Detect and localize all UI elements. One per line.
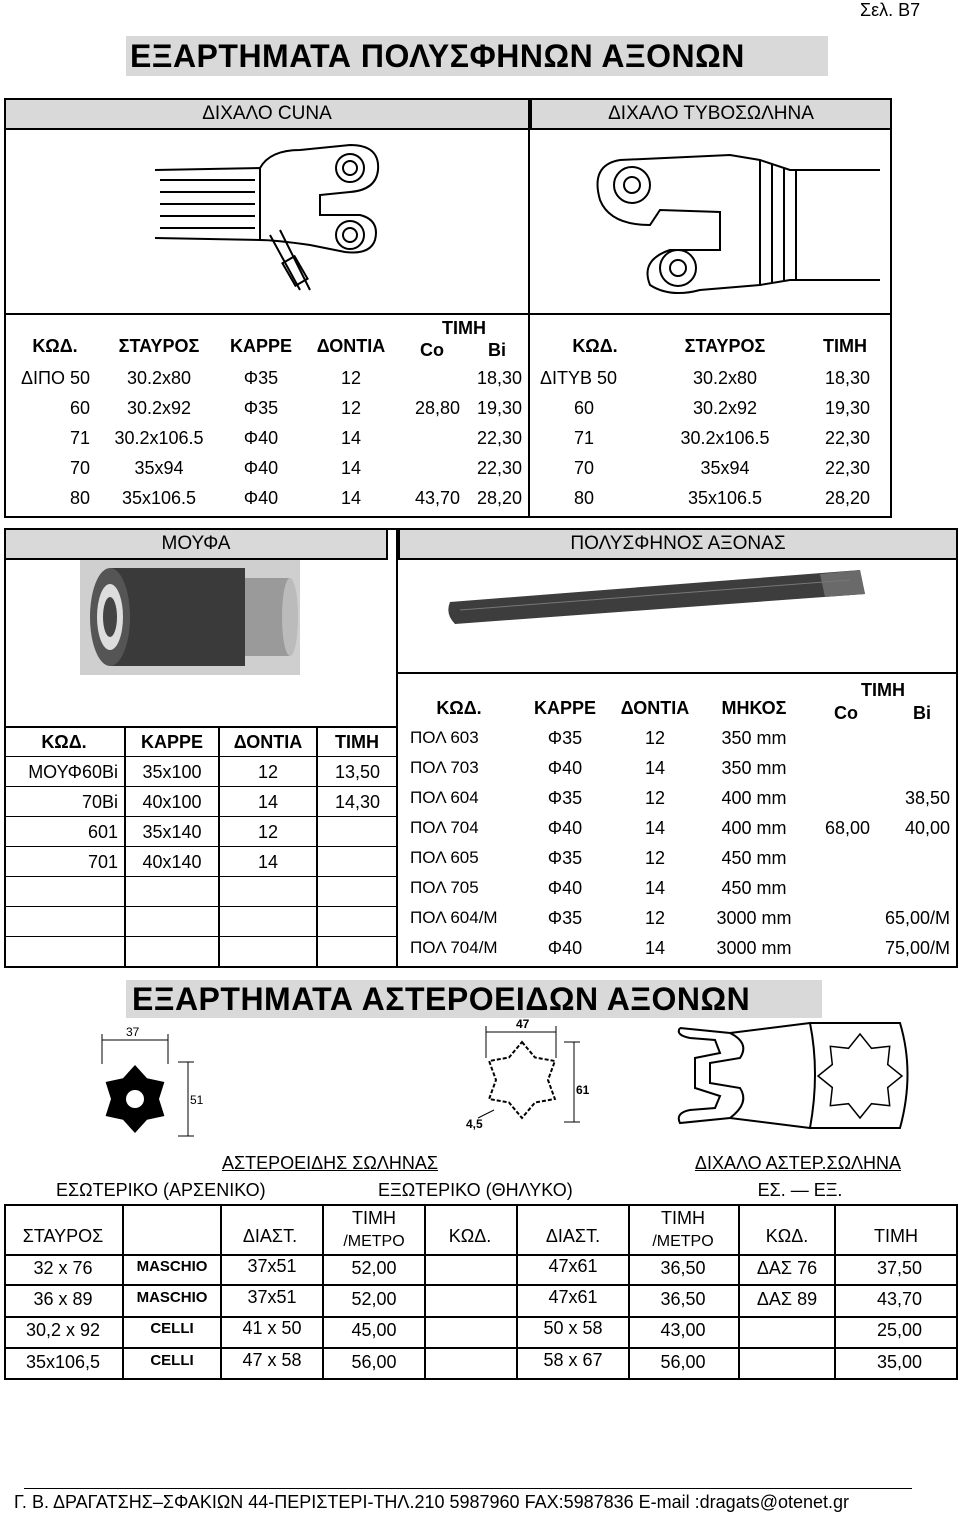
sleeve-cell-teeth: 12 (257, 762, 279, 782)
star-cell-fork-code: ΔΑΣ 76 (756, 1258, 818, 1278)
shaft-cell-bi: 65,00/M (884, 908, 950, 928)
table-grid-line (4, 816, 398, 817)
sleeve-col-teeth: ΔΟΝΤΙΑ (233, 732, 303, 752)
star-cell-fork-code: ΔΑΣ 89 (756, 1289, 818, 1309)
table-grid-line (4, 966, 398, 967)
sleeve-cell-teeth: 14 (257, 792, 279, 812)
sleeve-cell-kappa: 40x100 (142, 792, 202, 812)
shaft-cell-kappa: Φ40 (547, 878, 583, 898)
star-section-title: ΕΞΑΡΤΗΜΑΤΑ ΑΣΤΕΡΟΕΙΔΩΝ ΑΞΟΝΩΝ (126, 980, 822, 1018)
cuna-cell-kappa: Φ40 (243, 428, 279, 448)
sleeve-col-code: ΚΩΔ. (41, 732, 87, 752)
shaft-cell-length: 3000 mm (716, 908, 792, 928)
table-grid-line (4, 936, 398, 937)
star-cell-cross: 36 x 89 (33, 1289, 93, 1309)
cuna-cell-code: 71 (69, 428, 90, 448)
cuna-cell-cross: 30.2x106.5 (114, 428, 204, 448)
star-col-inner-diam: ΔΙΑΣΤ. (242, 1226, 298, 1246)
sleeve-cell-kappa: 40x140 (142, 852, 202, 872)
shaft-cell-bi: 38,50 (904, 788, 950, 808)
sleeve-header-text: ΜΟΥΦΑ (161, 533, 231, 554)
page-reference: Σελ. Β7 (860, 0, 921, 20)
star-cell-fork-price: 35,00 (876, 1352, 922, 1372)
shaft-cell-code: ΠΟΛ 605 (410, 848, 479, 867)
tube-yoke-image (560, 140, 880, 300)
shaft-cell-code: ΠΟΛ 603 (410, 728, 479, 747)
star-inner-title: ΕΣΩΤΕΡΙΚΟ (ΑΡΣΕΝΙΚΟ) (56, 1180, 266, 1200)
table-grid-line (4, 756, 398, 757)
cuna-cell-teeth: 14 (340, 488, 362, 508)
cuna-cell-teeth: 14 (340, 428, 362, 448)
cuna-col-kappa: ΚΑΡΡΕ (229, 336, 292, 356)
shaft-header-text: ΠΟΛΥΣΦΗΝΟΣ ΑΞΟΝΑΣ (570, 533, 786, 554)
shaft-col-co: Co (834, 703, 858, 723)
table-grid-line (4, 786, 398, 787)
cuna-cell-teeth: 12 (340, 398, 362, 418)
outer-width-label: 47 (516, 1018, 530, 1031)
shaft-cell-code: ΠΟΛ 604 (410, 788, 479, 807)
table-rule (4, 313, 892, 315)
cuna-cell-bi: 22,30 (476, 428, 522, 448)
star-cell-inner-price: 52,00 (351, 1289, 397, 1309)
shaft-cell-kappa: Φ35 (547, 908, 583, 928)
shaft-cell-code: ΠΟΛ 604/M (410, 908, 498, 927)
shaft-cell-length: 450 mm (721, 878, 787, 898)
cuna-cell-bi: 28,20 (476, 488, 522, 508)
cuna-cell-code: ΔΙΠΟ 50 (20, 368, 90, 388)
star-cell-outer-diam: 58 x 67 (543, 1350, 603, 1370)
star-col-inner-price-unit: /ΜΕΤΡΟ (343, 1233, 405, 1250)
tube-cell-price: 19,30 (824, 398, 870, 418)
table-grid-line (4, 1316, 958, 1318)
tube-cell-cross: 30.2x106.5 (680, 428, 770, 448)
outer-height-label: 61 (576, 1083, 590, 1097)
cuna-cell-teeth: 12 (340, 368, 362, 388)
shaft-cell-kappa: Φ40 (547, 938, 583, 958)
cuna-header (4, 98, 530, 130)
cuna-col-price: ΤΙΜΗ (442, 318, 486, 338)
star-tube-title: ΑΣΤΕΡΟΕΙΔΗΣ ΣΩΛΗΝΑΣ (221, 1153, 439, 1173)
star-outer-title: ΕΞΩΤΕΡΙΚΟ (ΘΗΛΥΚΟ) (378, 1180, 573, 1200)
star-cell-cross: 35x106,5 (25, 1352, 101, 1372)
cuna-cell-code: 70 (69, 458, 90, 478)
star-col-cross: ΣΤΑΥΡΟΣ (22, 1226, 104, 1246)
section-divider (528, 98, 530, 518)
shaft-cell-teeth: 12 (644, 788, 666, 808)
tube-cell-cross: 35x106.5 (687, 488, 763, 508)
section-divider-2 (396, 528, 398, 968)
cuna-cell-teeth: 14 (340, 458, 362, 478)
star-cell-type: CELLI (150, 1320, 194, 1337)
cuna-col-code: ΚΩΔ. (32, 336, 78, 356)
star-cell-outer-diam: 50 x 58 (543, 1318, 603, 1338)
tube-header-text: ΔΙΧΑΛΟ ΤΥΒΟΣΩΛΗΝΑ (608, 103, 814, 124)
shaft-cell-teeth: 14 (644, 938, 666, 958)
table-grid-line (4, 1347, 958, 1349)
shaft-cell-teeth: 12 (644, 908, 666, 928)
star-col-outer-price: ΤΙΜΗ (661, 1208, 705, 1228)
page-title: ΕΞΑΡΤΗΜΑΤΑ ΠΟΛΥΣΦΗΝΩΝ ΑΞΟΝΩΝ (126, 36, 828, 76)
star-cell-inner-price: 52,00 (351, 1258, 397, 1278)
tube-col-price: ΤΙΜΗ (823, 336, 867, 356)
table-grid-line (4, 906, 398, 907)
tube-col-cross: ΣΤΑΥΡΟΣ (684, 336, 766, 356)
cuna-cell-bi: 19,30 (476, 398, 522, 418)
shaft-cell-kappa: Φ35 (547, 848, 583, 868)
star-cell-outer-diam: 47x61 (548, 1287, 598, 1307)
tube-cell-price: 18,30 (824, 368, 870, 388)
sleeve-cell-kappa: 35x100 (142, 762, 202, 782)
tube-col-code: ΚΩΔ. (572, 336, 618, 356)
star-cell-outer-price: 56,00 (660, 1352, 706, 1372)
shaft-cell-teeth: 14 (644, 818, 666, 838)
star-cell-inner-diam: 37x51 (247, 1256, 297, 1276)
shaft-cell-length: 450 mm (721, 848, 787, 868)
shaft-cell-length: 400 mm (721, 788, 787, 808)
star-col-fork-price: ΤΙΜΗ (874, 1226, 918, 1246)
tube-cell-code: 80 (573, 488, 595, 508)
cuna-cell-kappa: Φ35 (243, 398, 279, 418)
tube-cell-code: 60 (573, 398, 595, 418)
sleeve-cell-kappa: 35x140 (142, 822, 202, 842)
star-cell-inner-price: 45,00 (351, 1320, 397, 1340)
shaft-col-price: ΤΙΜΗ (861, 680, 905, 700)
sleeve-cell-code: ΜΟΥΦ60Bi (28, 762, 118, 782)
footer-rule (24, 1488, 912, 1489)
splined-shaft-image (440, 562, 870, 632)
sleeve-cell-code: 701 (87, 852, 118, 872)
shaft-cell-length: 400 mm (721, 818, 787, 838)
shaft-header (398, 528, 958, 560)
star-cell-type: MASCHIO (136, 1289, 208, 1306)
tube-cell-cross: 35x94 (700, 458, 750, 478)
star-cell-outer-price: 43,00 (660, 1320, 706, 1340)
shaft-cell-teeth: 14 (644, 758, 666, 778)
table-grid-line (4, 1254, 958, 1256)
shaft-cell-bi: 75,00/M (884, 938, 950, 958)
shaft-cell-kappa: Φ35 (547, 788, 583, 808)
star-cell-outer-price: 36,50 (660, 1258, 706, 1278)
sleeve-col-kappa: ΚΑΡΡΕ (140, 732, 203, 752)
star-col-outer-code: ΚΩΔ. (448, 1226, 492, 1246)
tube-cell-code: 71 (573, 428, 595, 448)
sleeve-cell-code: 70Bi (81, 792, 118, 812)
table-grid-line (4, 1284, 958, 1286)
sleeve-cell-code: 601 (87, 822, 118, 842)
tube-cell-price: 28,20 (824, 488, 870, 508)
shaft-cell-kappa: Φ40 (547, 818, 583, 838)
cuna-cell-code: 80 (69, 488, 90, 508)
cuna-cell-co: 28,80 (414, 398, 460, 418)
sleeve-cell-price: 13,50 (334, 762, 380, 782)
cuna-cell-kappa: Φ40 (243, 458, 279, 478)
star-cell-cross: 32 x 76 (33, 1258, 93, 1278)
shaft-cell-kappa: Φ40 (547, 758, 583, 778)
inner-star-profile (90, 1024, 210, 1144)
table-rule (4, 726, 398, 728)
shaft-cell-code: ΠΟΛ 705 (410, 878, 479, 897)
cuna-cell-code: 60 (69, 398, 90, 418)
shaft-col-teeth: ΔΟΝΤΙΑ (620, 698, 690, 718)
cuna-cell-kappa: Φ35 (243, 368, 279, 388)
star-fork-title: ΔΙΧΑΛΟ ΑΣΤΕΡ.ΣΩΛΗΝΑ (694, 1153, 902, 1173)
star-cell-type: MASCHIO (136, 1258, 208, 1275)
cuna-cell-cross: 30.2x80 (126, 368, 192, 388)
shaft-cell-length: 3000 mm (716, 938, 792, 958)
star-cell-outer-diam: 47x61 (548, 1256, 598, 1276)
star-cell-inner-diam: 41 x 50 (242, 1318, 302, 1338)
star-col-outer-price-unit: /ΜΕΤΡΟ (652, 1233, 714, 1250)
cuna-col-teeth: ΔΟΝΤΙΑ (316, 336, 386, 356)
table-grid-line (4, 846, 398, 847)
outer-star-profile (460, 1018, 600, 1138)
sleeve-col-price: ΤΙΜΗ (335, 732, 379, 752)
cuna-cell-bi: 22,30 (476, 458, 522, 478)
star-cell-fork-price: 43,70 (876, 1289, 922, 1309)
cuna-cell-cross: 35x106.5 (121, 488, 197, 508)
shaft-cell-length: 350 mm (721, 758, 787, 778)
shaft-col-bi: Bi (913, 703, 931, 723)
footer-contact: Γ. Β. ΔΡΑΓΑΤΣΗΣ–ΣΦΑΚΙΩΝ 44-ΠΕΡΙΣΤΕΡΙ-ΤΗΛ.210 5987960 FAX:5987836 E-mail :dragats@otenet.gr (14, 1492, 850, 1512)
cuna-cell-cross: 30.2x92 (126, 398, 192, 418)
shaft-cell-kappa: Φ35 (547, 728, 583, 748)
shaft-cell-code: ΠΟΛ 704 (410, 818, 479, 837)
star-cell-outer-price: 36,50 (660, 1289, 706, 1309)
cuna-yoke-image (150, 140, 390, 300)
star-cell-fork-price: 25,00 (876, 1320, 922, 1340)
shaft-col-code: ΚΩΔ. (436, 698, 482, 718)
tube-cell-cross: 30.2x92 (692, 398, 758, 418)
table-rule (396, 672, 958, 674)
cuna-cell-kappa: Φ40 (243, 488, 279, 508)
cuna-header-text: ΔΙΧΑΛΟ CUNA (202, 103, 332, 124)
tube-cell-cross: 30.2x80 (692, 368, 758, 388)
star-cell-inner-diam: 37x51 (247, 1287, 297, 1307)
tube-cell-code: ΔΙΤΥΒ 50 (540, 368, 618, 388)
cuna-col-bi: Bi (488, 340, 506, 360)
tube-cell-code: 70 (573, 458, 595, 478)
outer-radius-label: 4,5 (466, 1117, 483, 1131)
sleeve-cell-teeth: 14 (257, 852, 279, 872)
cuna-col-co: Co (420, 340, 444, 360)
sleeve-cell-price: 14,30 (334, 792, 380, 812)
shaft-cell-bi: 40,00 (904, 818, 950, 838)
inner-height-label: 51 (190, 1093, 204, 1107)
table-grid-line (4, 876, 398, 877)
shaft-col-length: ΜΗΚΟΣ (721, 698, 787, 718)
cuna-cell-cross: 35x94 (134, 458, 184, 478)
tube-cell-price: 22,30 (824, 428, 870, 448)
tube-cell-price: 22,30 (824, 458, 870, 478)
cuna-col-cross: ΣΤΑΥΡΟΣ (118, 336, 200, 356)
cuna-cell-bi: 18,30 (476, 368, 522, 388)
shaft-cell-code: ΠΟΛ 704/M (410, 938, 498, 957)
tube-header (530, 98, 892, 130)
sleeve-cell-teeth: 12 (257, 822, 279, 842)
inner-width-label: 37 (126, 1025, 140, 1039)
shaft-cell-teeth: 14 (644, 878, 666, 898)
shaft-col-kappa: ΚΑΡΡΕ (533, 698, 596, 718)
star-fork-image (670, 1018, 920, 1133)
star-fork-subtitle: ΕΣ. — ΕΞ. (757, 1180, 843, 1200)
cuna-cell-co: 43,70 (414, 488, 460, 508)
star-cell-fork-price: 37,50 (876, 1258, 922, 1278)
shaft-cell-teeth: 12 (644, 848, 666, 868)
shaft-cell-co: 68,00 (824, 818, 870, 838)
star-cell-inner-price: 56,00 (351, 1352, 397, 1372)
star-cell-type: CELLI (150, 1352, 194, 1369)
sleeve-image (80, 560, 300, 675)
sleeve-header (4, 528, 388, 560)
star-cell-cross: 30,2 x 92 (25, 1320, 101, 1340)
shaft-cell-code: ΠΟΛ 703 (410, 758, 479, 777)
star-col-fork-code: ΚΩΔ. (765, 1226, 809, 1246)
shaft-cell-teeth: 12 (644, 728, 666, 748)
star-cell-inner-diam: 47 x 58 (242, 1350, 302, 1370)
shaft-cell-length: 350 mm (721, 728, 787, 748)
star-col-outer-diam: ΔΙΑΣΤ. (545, 1226, 601, 1246)
star-col-inner-price: ΤΙΜΗ (352, 1208, 396, 1228)
